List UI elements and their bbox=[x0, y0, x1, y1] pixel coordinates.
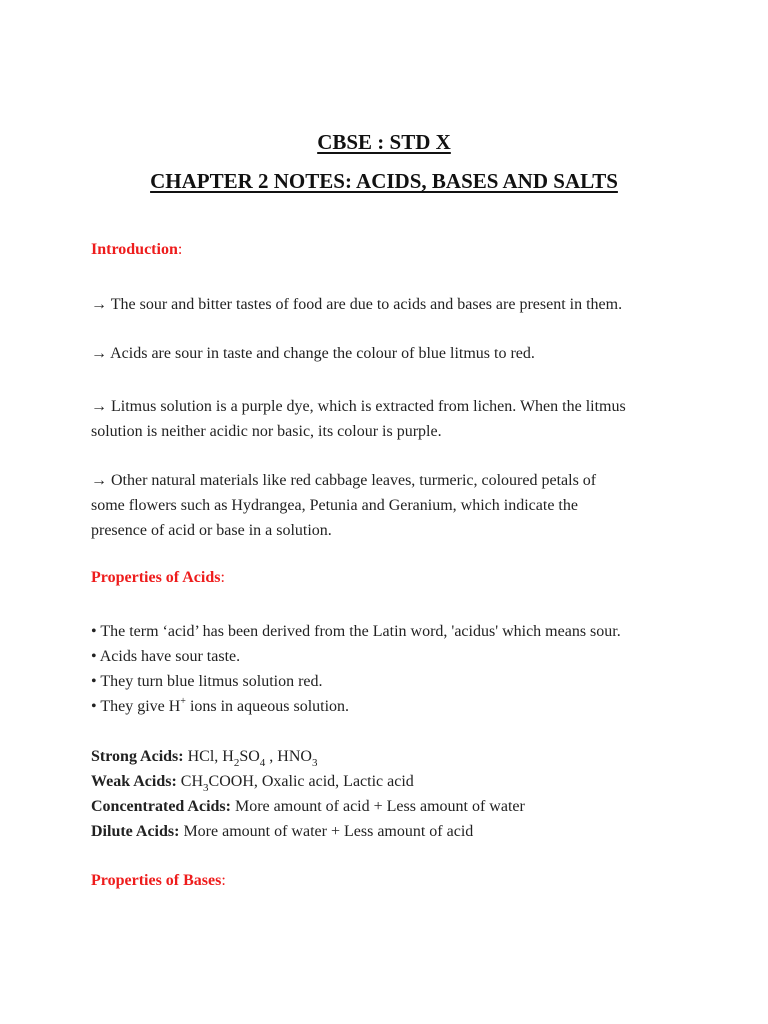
heading-text: Properties of Acids bbox=[91, 569, 221, 586]
chapter-title: CHAPTER 2 NOTES: ACIDS, BASES AND SALTS bbox=[150, 169, 618, 193]
definition-text: More amount of acid + Less amount of water bbox=[230, 798, 525, 815]
paragraph-line: some flowers such as Hydrangea, Petunia and Geranium, which indicate the bbox=[91, 497, 578, 514]
paragraph-line: solution is neither acidic nor basic, its colour is purple. bbox=[91, 423, 442, 440]
acid-bullet-4 bbox=[91, 695, 350, 716]
subscript: 3 bbox=[203, 782, 209, 795]
subscript: 3 bbox=[311, 757, 318, 770]
intro-paragraph-2: → Acids are sour in taste and change the colour of blue litmus to red. bbox=[91, 345, 535, 362]
document-title: CBSE : STD X bbox=[317, 130, 451, 154]
paragraph-line: → Litmus solution is a purple dye, which is extracted from lichen. When the litmus bbox=[91, 398, 626, 415]
subscript: 2 bbox=[233, 757, 240, 770]
intro-paragraph-4 bbox=[91, 468, 691, 543]
section-heading-acids bbox=[91, 569, 225, 587]
concentrated-acids-label: Concentrated Acids: bbox=[91, 798, 231, 815]
formula-part: , HNO bbox=[265, 748, 312, 765]
heading-colon: : bbox=[220, 569, 225, 586]
paragraph-line: presence of acid or base in a solution. bbox=[91, 522, 332, 539]
intro-paragraph-1: → The sour and bitter tastes of food are due to acids and bases are present in them. bbox=[91, 296, 623, 313]
weak-acids-line bbox=[91, 773, 414, 795]
strong-acids-line bbox=[91, 748, 318, 770]
heading-text: Introduction bbox=[91, 241, 178, 258]
heading-text: Properties of Bases bbox=[91, 872, 222, 889]
heading-colon: : bbox=[177, 241, 183, 258]
formula-part: CH bbox=[176, 773, 204, 790]
formula-part: HCl, H bbox=[183, 748, 234, 765]
section-heading-introduction bbox=[91, 241, 182, 259]
bullet-text: • They give H bbox=[91, 698, 181, 715]
dilute-acids-line bbox=[91, 823, 473, 841]
acid-bullet-3: • They turn blue litmus solution red. bbox=[91, 673, 323, 690]
superscript: + bbox=[180, 695, 186, 707]
subscript: 4 bbox=[259, 757, 266, 770]
intro-paragraph-3 bbox=[91, 394, 691, 444]
concentrated-acids-line bbox=[91, 798, 525, 816]
definition-text: More amount of water + Less amount of acid bbox=[179, 823, 474, 840]
acid-bullet-2: • Acids have sour taste. bbox=[91, 648, 241, 665]
weak-acids-label: Weak Acids: bbox=[91, 773, 177, 790]
strong-acids-label: Strong Acids: bbox=[91, 748, 184, 765]
heading-colon: : bbox=[221, 872, 226, 889]
formula-part: COOH, Oxalic acid, Lactic acid bbox=[208, 773, 414, 790]
paragraph-line: → Other natural materials like red cabbage leaves, turmeric, coloured petals of bbox=[91, 472, 597, 489]
formula-part: SO bbox=[239, 748, 260, 765]
dilute-acids-label: Dilute Acids: bbox=[91, 823, 180, 840]
section-heading-bases bbox=[91, 872, 226, 890]
acid-bullet-1: • The term ‘acid’ has been derived from the Latin word, 'acidus' which means sour. bbox=[91, 623, 621, 640]
bullet-text: ions in aqueous solution. bbox=[185, 698, 350, 715]
